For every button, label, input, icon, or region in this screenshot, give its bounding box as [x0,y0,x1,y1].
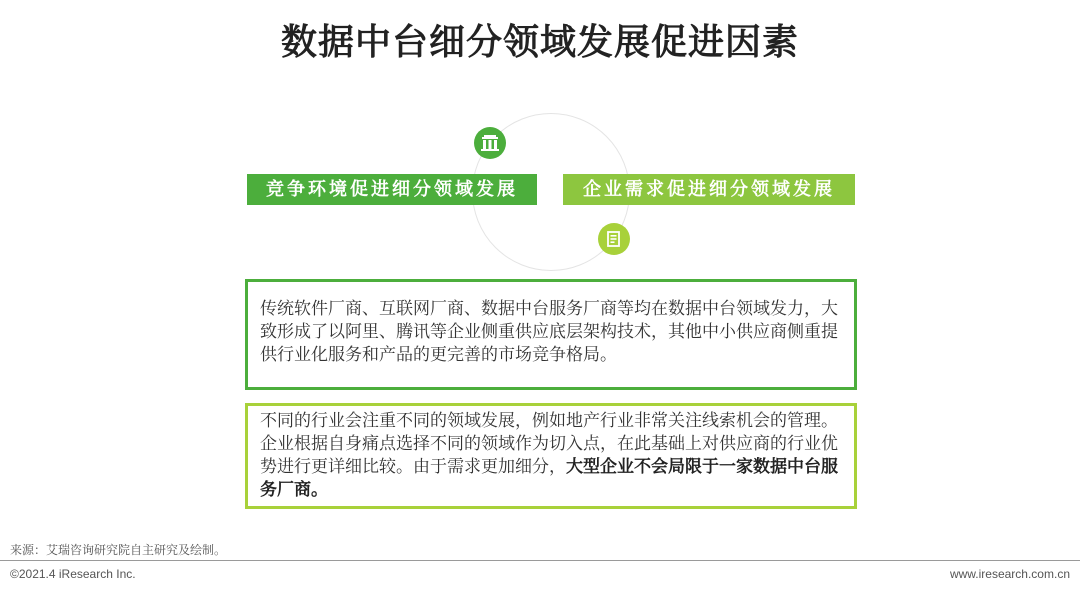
document-icon [598,223,630,255]
page-title: 数据中台细分领域发展促进因素 [280,22,799,63]
demand-banner: 企业需求促进细分领域发展 [563,174,855,205]
demand-text-bold: 大型企业不会局限于一家数据中台服务厂商。 [260,457,838,500]
footer-divider [0,560,1080,561]
website-link[interactable]: www.iresearch.com.cn [949,567,1070,581]
copyright: ©2021.4 iResearch Inc. [10,567,136,581]
building-icon [474,127,506,159]
competition-box [245,279,857,390]
competition-banner: 竞争环境促进细分领域发展 [247,174,537,205]
demand-box [245,403,857,509]
source-note: 来源：艾瑞咨询研究院自主研究及绘制。 [10,543,227,557]
competition-text: 传统软件厂商、互联网厂商、数据中台服务厂商等均在数据中台领域发力，大致形成了以阿里、腾讯等企业侧重供应底层架构技术，其他中小供应商侧重提供行业化服务和产品的更完善的市场竞争格局。 [260,299,838,365]
demand-text: 不同的行业会注重不同的领域发展，例如地产行业非常关注线索机会的管理。企业根据自身痛点选择不同的领域作为切入点，在此基础上对供应商的行业优势进行更详细比较。由于需求更加细分， [260,411,838,477]
